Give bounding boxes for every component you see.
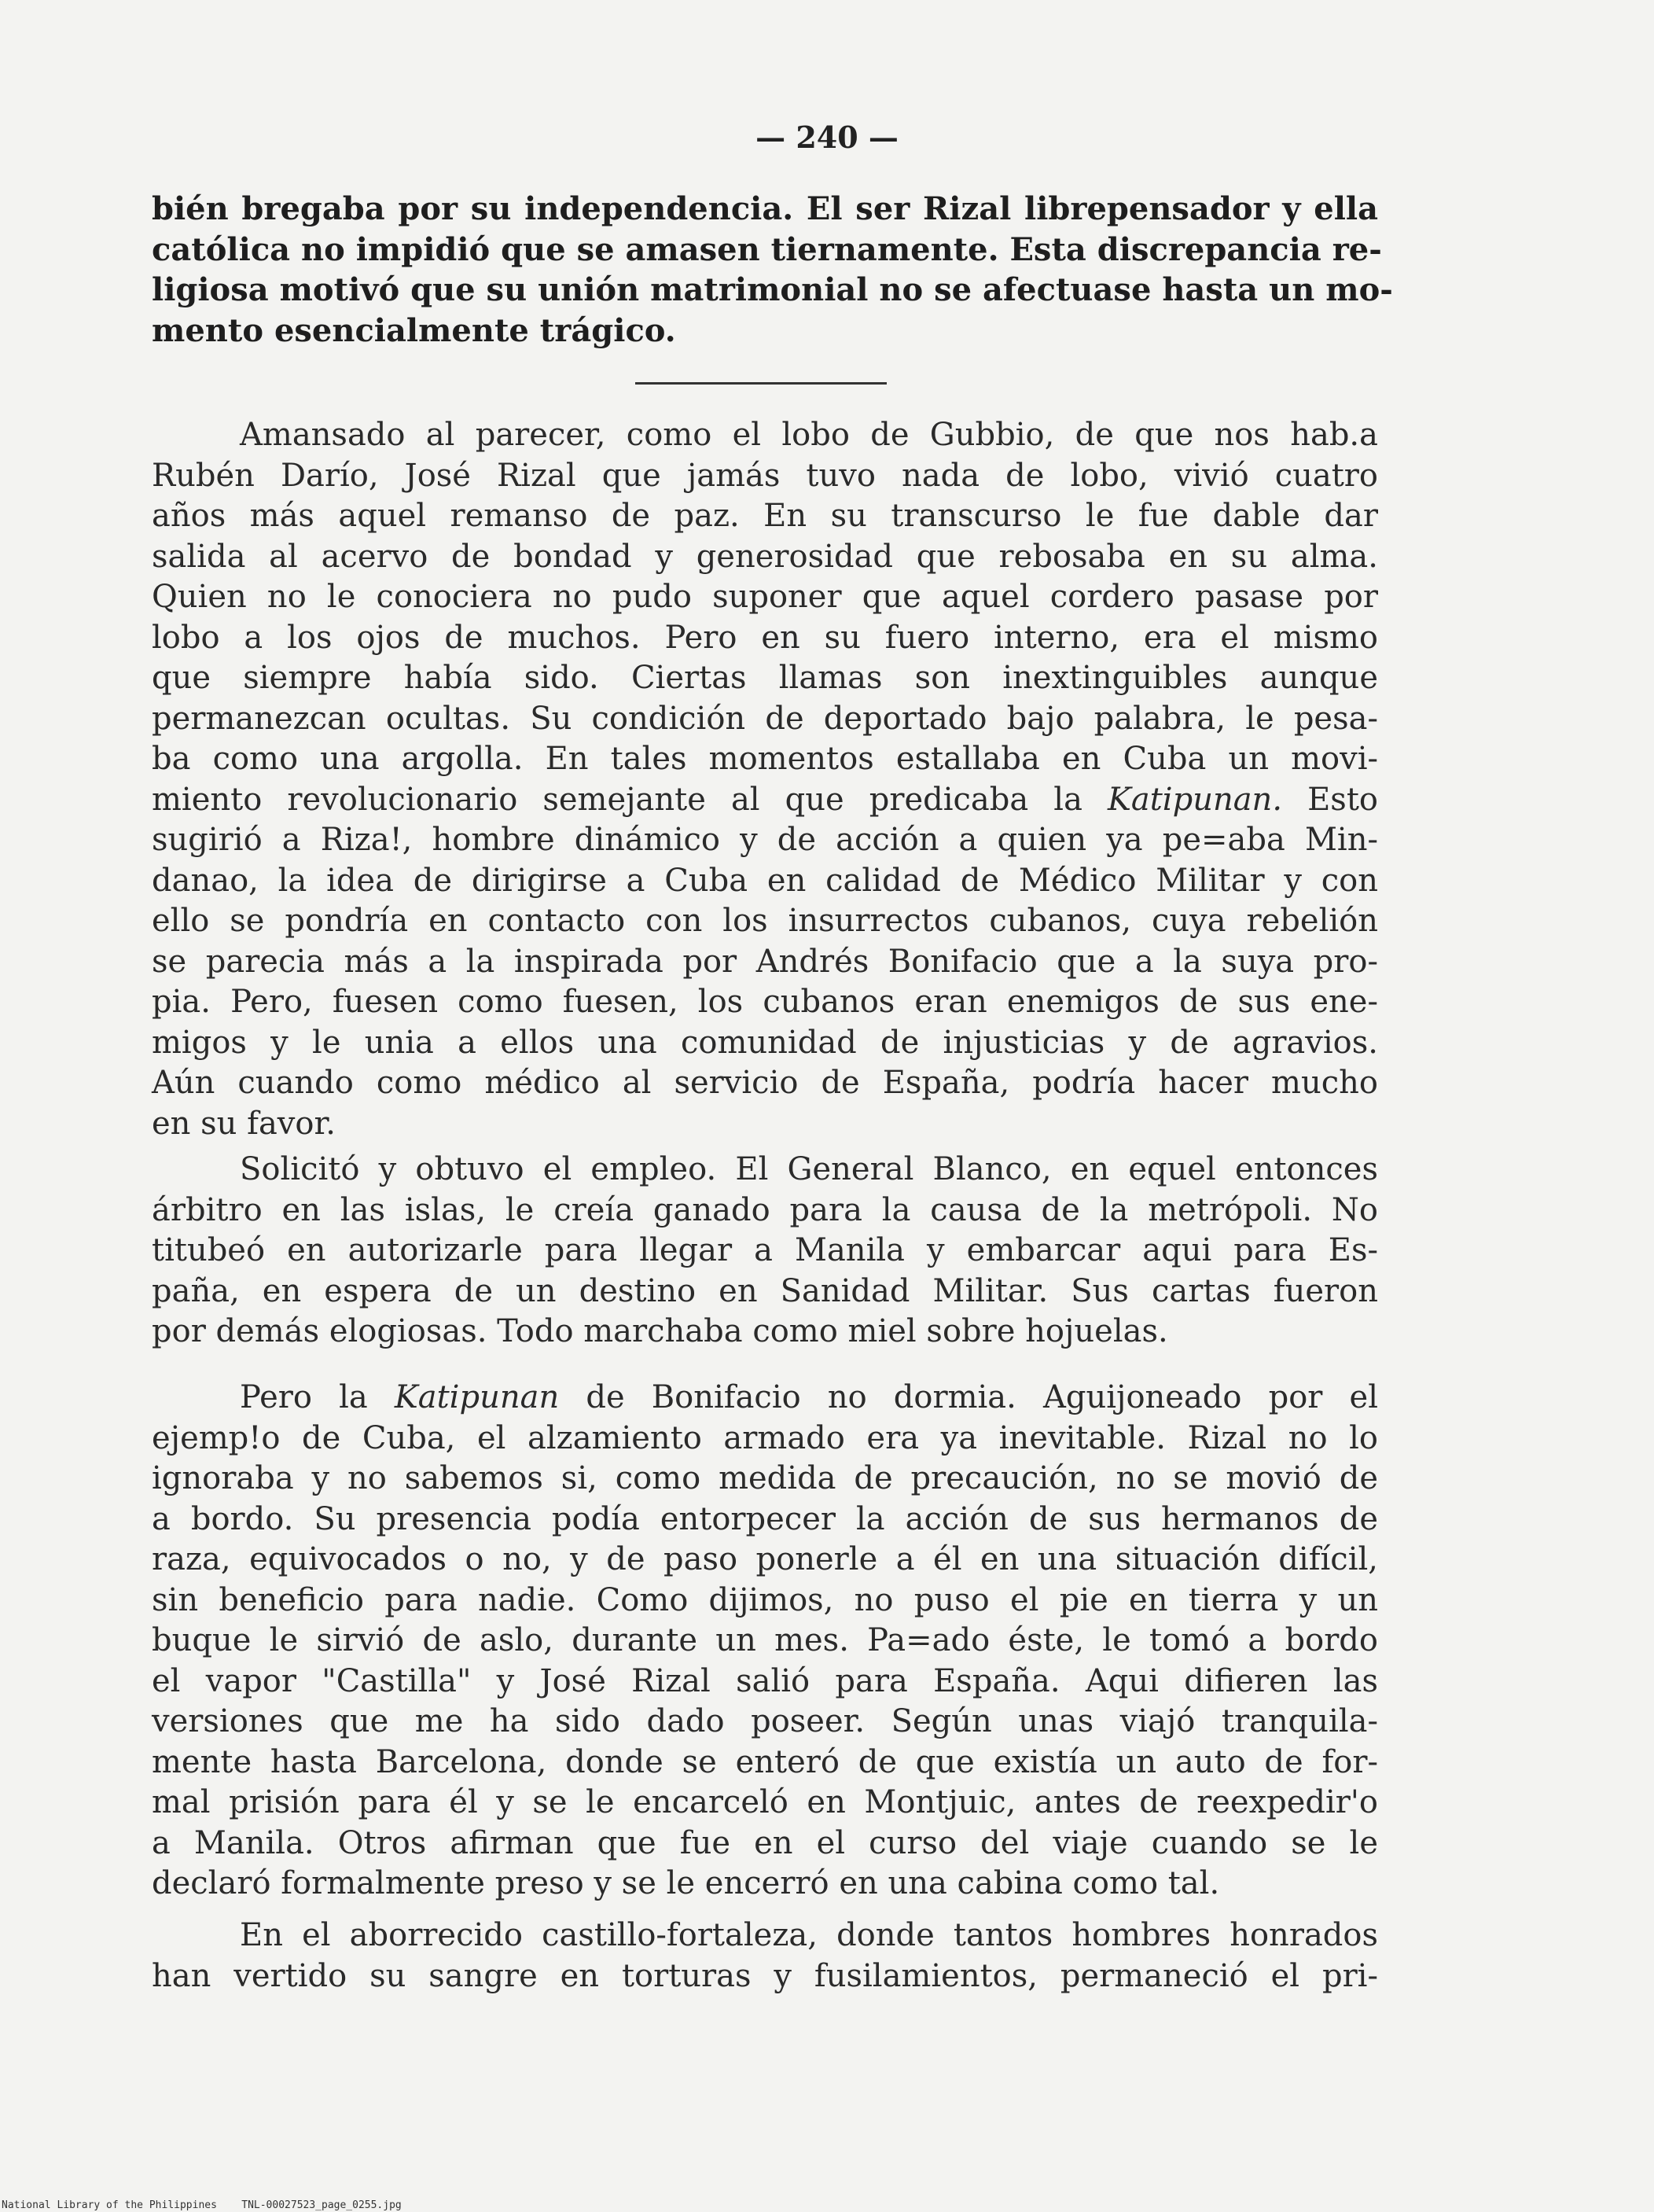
text-line: declaró formalmente preso y se le encerró en una cabina como tal.	[152, 1865, 1220, 1901]
text-line: mento esencialmente trágico.	[152, 311, 676, 349]
text-fragment: Pero la	[240, 1379, 395, 1415]
text-line: mente hasta Barcelona, donde se enteró de que existía un auto de for-	[152, 1743, 1378, 1780]
text-line: bién bregaba por su independencia. El ser Rizal librepensador y ella	[152, 190, 1378, 227]
text-line: danao, la idea de dirigirse a Cuba en calidad de Médico Militar y con	[152, 862, 1378, 899]
paragraph-5	[152, 1916, 1378, 1997]
text-line: a Manila. Otros afirman que fue en el curso del viaje cuando se le	[152, 1824, 1378, 1861]
text-line: raza, equivocados o no, y de paso ponerle a él en una situación difícil,	[152, 1541, 1378, 1577]
text-line: Amansado al parecer, como el lobo de Gubbio, de que nos hab.a	[240, 417, 1378, 453]
text-line: ignoraba y no sabemos si, como medida de precaución, no se movió de	[152, 1460, 1378, 1496]
text-line: Aún cuando como médico al servicio de España, podría hacer mucho	[152, 1065, 1378, 1101]
text-line: se parecia más a la inspirada por Andrés Bonifacio que a la suya pro-	[152, 943, 1378, 980]
text-line: a bordo. Su presencia podía entorpecer la acción de sus hermanos de	[152, 1500, 1378, 1537]
text-line: lobo a los ojos de muchos. Pero en su fuero interno, era el mismo	[152, 619, 1378, 656]
text-line: ba como una argolla. En tales momentos estallaba en Cuba un movi-	[152, 741, 1378, 777]
text-fragment: miento revolucionario semejante al que predicaba la	[152, 781, 1108, 818]
text-line: sugirió a Riza!, hombre dinámico y de acción a quien ya pe=aba Min-	[152, 822, 1378, 858]
page-number: — 240 —	[755, 120, 899, 155]
text-line: titubeó en autorizarle para llegar a Manila y embarcar aqui para Es-	[152, 1232, 1378, 1268]
footer-library: National Library of the Philippines	[2, 2199, 217, 2211]
text-line: ligiosa motivó que su unión matrimonial no se afectuase hasta un mo-	[152, 271, 1393, 308]
text-line: paña, en espera de un destino en Sanidad Militar. Sus cartas fueron	[152, 1272, 1378, 1309]
text-line: árbitro en las islas, le creía ganado para la causa de la metrópoli. No	[152, 1191, 1378, 1228]
text-fragment: Esto	[1282, 781, 1378, 818]
paragraph-1	[152, 189, 1393, 351]
text-line: católica no impidió que se amasen tiernamente. Esta discrepancia re-	[152, 230, 1382, 268]
text-line: ejemp!o de Cuba, el alzamiento armado era ya inevitable. Rizal no lo	[152, 1419, 1378, 1456]
text-line: En el aborrecido castillo-fortaleza, donde tantos hombres honrados	[240, 1917, 1378, 1953]
text-line: que siempre había sido. Ciertas llamas son inextinguibles aunque	[152, 660, 1378, 696]
paragraph-4	[152, 1378, 1378, 1905]
text-line: salida al acervo de bondad y generosidad que rebosaba en su alma.	[152, 538, 1378, 575]
text-line: han vertido su sangre en torturas y fusilamientos, permaneció el pri-	[152, 1957, 1378, 1994]
paragraph-3	[152, 1150, 1378, 1353]
text-line: años más aquel remanso de paz. En su transcurso le fue dable dar	[152, 498, 1378, 534]
text-line	[152, 780, 1378, 821]
text-line: migos y le unia a ellos una comunidad de injusticias y de agravios.	[152, 1024, 1378, 1061]
text-line: ello se pondría en contacto con los insurrectos cubanos, cuya rebelión	[152, 903, 1378, 939]
text-line	[152, 1378, 1378, 1419]
text-line: el vapor "Castilla" y José Rizal salió para España. Aqui difieren las	[152, 1662, 1378, 1699]
scan-footer	[2, 2199, 402, 2211]
text-line: permanezcan ocultas. Su condición de deportado bajo palabra, le pesa-	[152, 700, 1378, 737]
text-line: en su favor.	[152, 1105, 336, 1142]
footer-filename: TNL-00027523_page_0255.jpg	[241, 2199, 402, 2211]
text-line: Solicitó y obtuvo el empleo. El General Blanco, en equel entonces	[240, 1151, 1378, 1187]
text-line: por demás elogiosas. Todo marchaba como miel sobre hojuelas.	[152, 1313, 1168, 1349]
italic-term: Katipunan	[394, 1379, 560, 1415]
text-line: Rubén Darío, José Rizal que jamás tuvo nada de lobo, vivió cuatro	[152, 457, 1378, 494]
text-line: mal prisión para él y se le encarceló en Montjuic, antes de reexpedir'o	[152, 1784, 1378, 1820]
text-line: sin beneficio para nadie. Como dijimos, no puso el pie en tierra y un	[152, 1581, 1378, 1618]
italic-term: Katipunan.	[1107, 781, 1283, 818]
text-fragment: de Bonifacio no dormia. Aguijoneado por el	[559, 1379, 1379, 1415]
text-line: Quien no le conociera no pudo suponer que aquel cordero pasase por	[152, 579, 1378, 615]
paragraph-2	[152, 415, 1378, 1144]
text-line: pia. Pero, fuesen como fuesen, los cubanos eran enemigos de sus ene-	[152, 984, 1378, 1020]
text-line: versiones que me ha sido dado poseer. Según unas viajó tranquila-	[152, 1703, 1378, 1739]
section-divider	[635, 382, 887, 385]
text-line: buque le sirvió de aslo, durante un mes. Pa=ado éste, le tomó a bordo	[152, 1622, 1378, 1658]
